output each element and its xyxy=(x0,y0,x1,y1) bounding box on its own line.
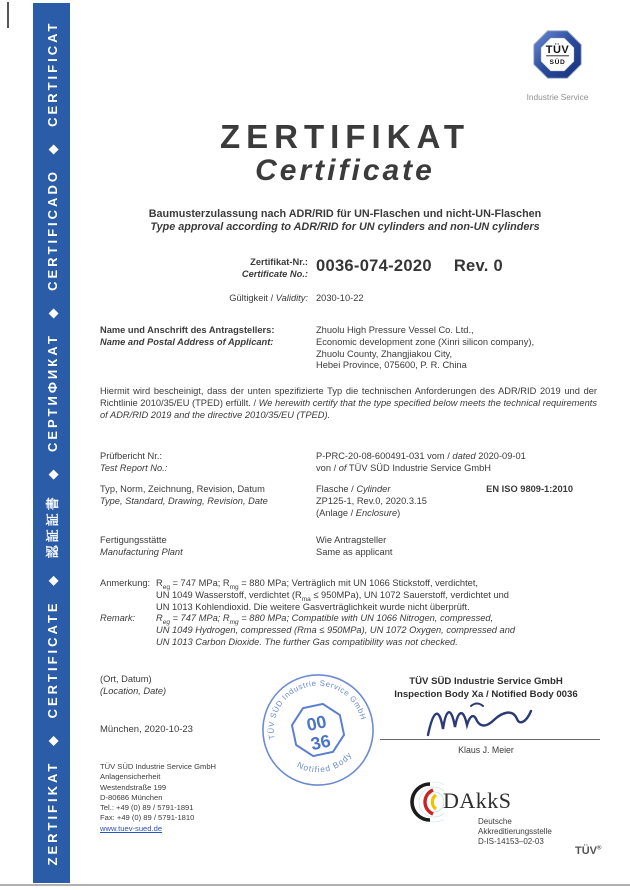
tuv-mark-text: TÜV xyxy=(575,845,597,857)
statement-german: Hiermit wird bescheinigt, dass der unten spezifizierte Typ die technischen Anforderungen des ADR/RID 2019 und der Richtlinie 2010/35/EU (TPED) erfüllt. / xyxy=(100,386,597,408)
validity-label-de: Gültigkeit / xyxy=(229,293,276,303)
cert-no-label-en: Certificate No.: xyxy=(241,268,308,279)
type-label-de: Typ, Norm, Zeichnung, Revision, Datum xyxy=(100,484,265,494)
scan-edge-artifact xyxy=(7,2,9,28)
signature-line xyxy=(380,739,600,740)
issuer-body: Inspection Body Xa / Notified Body 0036 xyxy=(394,688,578,700)
applicant-label-en: Name and Postal Address of Applicant: xyxy=(100,336,274,347)
applicant-address xyxy=(316,325,534,372)
side-banner-text: ZERTIFIKAT ◆ CERTIFICATE ◆ 認証証書 ◆ СЕРТИФИКАТ ◆ CERTIFICADO ◆ CERTIFICAT xyxy=(45,20,60,866)
address-line: Anlagensicherheit xyxy=(100,772,161,782)
remark-en-line: UN 1049 Hydrogen, compressed (Rma ≤ 950MPa), UN 1072 Oxygen, compressed and xyxy=(156,625,516,636)
logo-sued-text: SÜD xyxy=(549,59,566,67)
subtitle-german: Baumusterzulassung nach ADR/RID für UN-Flaschen und nicht-UN-Flaschen xyxy=(148,208,542,220)
dakks-caption-line: D-IS-14153–02-03 xyxy=(478,837,544,846)
subtitle-english: Type approval according to ADR/RID for UN cylinders and non-UN cylinders xyxy=(150,221,540,233)
address-line: Tel.: +49 (0) 89 / 5791-1891 xyxy=(100,803,194,813)
test-report-label xyxy=(100,451,167,475)
location-date-label xyxy=(100,674,166,698)
type-line: Flasche / Cylinder xyxy=(316,484,391,494)
scan-bottom-line xyxy=(0,884,630,886)
test-report-value xyxy=(316,451,526,475)
plant-label-de: Fertigungsstätte xyxy=(100,535,167,545)
plant-value xyxy=(316,535,393,559)
plant-line: Same as applicant xyxy=(316,546,393,557)
dakks-wordmark: DAkkS xyxy=(443,788,512,813)
remark-de-line: UN 1049 Wasserstoff, verdichtet $(R_{ma} \le 950MPa)$, UN 1072 Sauerstoff, verdichtet und xyxy=(156,589,509,603)
registered-symbol: ® xyxy=(597,845,602,852)
type-line: (Anlage / Enclosure) xyxy=(316,507,401,518)
remark-label-de: Anmerkung: xyxy=(100,578,151,588)
issuer-address-block xyxy=(100,762,216,834)
address-line: TÜV SÜD Industrie Service GmbH xyxy=(100,762,217,771)
tuv-registered-mark xyxy=(575,845,601,857)
plant-line: Wie Antragsteller xyxy=(316,535,387,545)
website-link[interactable]: www.tuev-sued.de xyxy=(100,823,163,833)
issuer-block xyxy=(372,676,600,701)
type-line: ZP125-1, Rev.0, 2020.3.15 xyxy=(316,495,427,506)
notified-body-stamp xyxy=(248,660,388,800)
remark-de-line: UN 1013 Kohlendioxid. Die weitere Gasverträglichkeit wurde nicht überprüft. xyxy=(156,601,470,612)
validity-value: 2030-10-22 xyxy=(316,293,364,303)
type-label xyxy=(100,484,268,508)
plant-label-en: Manufacturing Plant xyxy=(100,546,183,557)
applicant-line: Economic development zone (Xinri silicon company), xyxy=(316,336,535,347)
applicant-line: Zhuolu County, Zhangjiakou City, xyxy=(316,348,453,359)
cert-revision: Rev. 0 xyxy=(453,257,504,275)
location-date-value: München, 2020-10-23 xyxy=(100,724,193,735)
address-line: Fax: +49 (0) 89 / 5791-1810 xyxy=(100,813,195,823)
remark-de-line: $R_{eg} = 747$ MPa; $R_{mg} = 880$ MPa; Verträglich mit UN 1066 Stickstoff, verdichtet, xyxy=(156,578,479,591)
validity-label-en: Validity: xyxy=(275,293,308,303)
applicant-label xyxy=(100,325,274,349)
applicant-label-de: Name und Anschrift des Antragstellers: xyxy=(100,325,275,335)
stamp-ring-top-text: TÜV SÜD Industrie Service GmbH xyxy=(266,678,369,740)
issuer-company: TÜV SÜD Industrie Service GmbH xyxy=(409,676,563,687)
location-label-en: (Location, Date) xyxy=(100,685,167,696)
standard-value: EN ISO 9809-1:2010 xyxy=(486,484,573,494)
validity-label xyxy=(100,293,308,305)
test-report-line: P-PRC-20-08-600491-031 vom / dated 2020-09-01 xyxy=(316,451,526,461)
signer-name: Klaus J. Meier xyxy=(458,745,514,755)
certification-statement xyxy=(100,386,597,421)
signature-icon xyxy=(424,699,556,739)
tuv-sued-logo-icon xyxy=(531,28,584,81)
cert-number: 0036-074-2020 xyxy=(316,257,432,275)
page-title-german: ZERTIFIKAT xyxy=(219,118,471,155)
cert-no-value xyxy=(316,257,503,276)
cert-no-label-de: Zertifikat-Nr.: xyxy=(250,257,308,267)
dakks-caption-line: Akkreditierungsstelle xyxy=(478,827,552,836)
logo-caption: Industrie Service xyxy=(526,92,589,102)
dakks-logo-icon xyxy=(408,781,444,823)
type-label-en: Type, Standard, Drawing, Revision, Date xyxy=(100,495,268,506)
remark-label-en: Remark: xyxy=(100,613,136,624)
logo-tuv-text: TÜV xyxy=(545,44,570,57)
type-value xyxy=(316,484,427,519)
test-report-line: von / of TÜV SÜD Industrie Service GmbH xyxy=(316,462,492,473)
test-report-label-en: Test Report No.: xyxy=(100,462,168,473)
plant-label xyxy=(100,535,183,559)
stamp-number-bottom: 36 xyxy=(308,730,333,755)
stamp-ring-bottom-text: Notified Body xyxy=(295,749,354,775)
location-label-de: (Ort, Datum) xyxy=(100,674,152,684)
dakks-caption-line: Deutsche xyxy=(478,817,512,826)
applicant-line: Zhuolu High Pressure Vessel Co. Ltd., xyxy=(316,325,474,335)
address-line: Westendstraße 199 xyxy=(100,782,167,792)
dakks-caption xyxy=(478,817,552,847)
cert-no-label xyxy=(100,257,308,281)
test-report-label-de: Prüfbericht Nr.: xyxy=(100,451,163,461)
remark-en-line: $R_{eg} = 747$ MPa; $R_{mg} = 880$ MPa; Compatible with UN 1066 Nitrogen, compressed, xyxy=(156,613,494,627)
applicant-line: Hebei Province, 075600, P. R. China xyxy=(316,360,467,371)
remark-en-line: UN 1013 Carbon Dioxide. The further Gas compatibility was not checked. xyxy=(156,637,458,647)
page-title-english: Certificate xyxy=(255,154,435,187)
statement-english: We herewith certify that the type specified below meets the technical requirements of ADR/RID 2019 and the directive 2010/35/EU (TPED). xyxy=(100,397,598,420)
stamp-number-top: 00 xyxy=(304,711,329,735)
address-line: D-80686 München xyxy=(100,792,163,802)
